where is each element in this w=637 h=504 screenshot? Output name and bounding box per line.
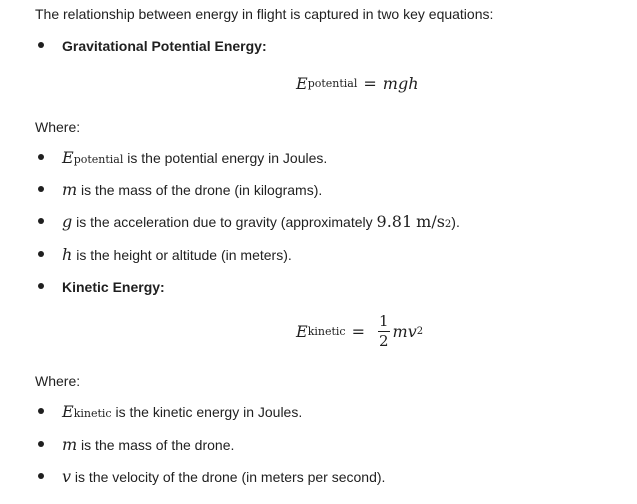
item-text: is the potential energy in Joules.: [123, 150, 328, 166]
eq-equals: =: [363, 74, 377, 93]
eq-rhs: mgh: [382, 74, 419, 93]
bullet-kinetic-heading: [38, 279, 165, 295]
item-text: is the kinetic energy in Joules.: [111, 404, 303, 420]
eq-symbol: E: [296, 322, 308, 341]
list-item: [38, 245, 292, 264]
eq-fraction: [377, 314, 391, 349]
item-subscript: potential: [73, 153, 124, 166]
fraction-numerator: 1: [378, 312, 389, 330]
fraction-denominator: 2: [378, 332, 389, 350]
bullet-dot: [38, 473, 44, 479]
eq-subscript: kinetic: [307, 325, 346, 338]
bullet-dot: [38, 283, 44, 289]
item-subscript: kinetic: [73, 407, 112, 420]
eq-equals: =: [351, 322, 365, 341]
bullet-dot: [38, 42, 44, 48]
item-symbol: m: [62, 435, 78, 454]
item-tail: ).: [451, 214, 460, 230]
bullet-dot: [38, 441, 44, 447]
item-text: is the velocity of the drone (in meters per second).: [71, 469, 386, 485]
list-item: [38, 148, 327, 167]
intro-text: The relationship between energy in flight is captured in two key equations:: [35, 6, 494, 22]
gravity-unit: m/s: [416, 212, 445, 231]
item-symbol: m: [62, 180, 78, 199]
bullet-gravitational-heading: [38, 38, 267, 54]
item-text: is the height or altitude (in meters).: [72, 247, 292, 263]
where-label-1: Where:: [35, 119, 81, 135]
item-text: is the acceleration due to gravity (approximately: [72, 214, 377, 230]
item-symbol: v: [62, 467, 72, 486]
list-item: [38, 180, 322, 199]
bullet-dot: [38, 251, 44, 257]
item-symbol: g: [62, 212, 73, 231]
item-symbol: E: [62, 148, 74, 167]
section-heading-kinetic: Kinetic Energy:: [62, 279, 165, 295]
list-item: [38, 212, 460, 231]
item-text: is the mass of the drone (in kilograms).: [77, 182, 323, 198]
gravity-unit-power: 2: [444, 219, 452, 230]
equation-kinetic: [296, 314, 423, 349]
item-symbol: h: [62, 245, 73, 264]
bullet-dot: [38, 408, 44, 414]
section-heading-potential: Gravitational Potential Energy:: [62, 38, 267, 54]
bullet-dot: [38, 186, 44, 192]
item-text: is the mass of the drone.: [77, 437, 235, 453]
eq-symbol: E: [296, 74, 308, 93]
eq-rhs: mv: [392, 322, 417, 341]
gravity-value: 9.81: [376, 212, 413, 231]
list-item: [38, 467, 385, 486]
eq-subscript: potential: [307, 77, 358, 90]
list-item: [38, 435, 234, 454]
item-symbol: E: [62, 402, 74, 421]
eq-rhs-power: 2: [416, 326, 424, 337]
list-item: [38, 402, 302, 421]
where-label-2: Where:: [35, 373, 81, 389]
bullet-dot: [38, 218, 44, 224]
equation-potential: [296, 74, 419, 93]
bullet-dot: [38, 154, 44, 160]
